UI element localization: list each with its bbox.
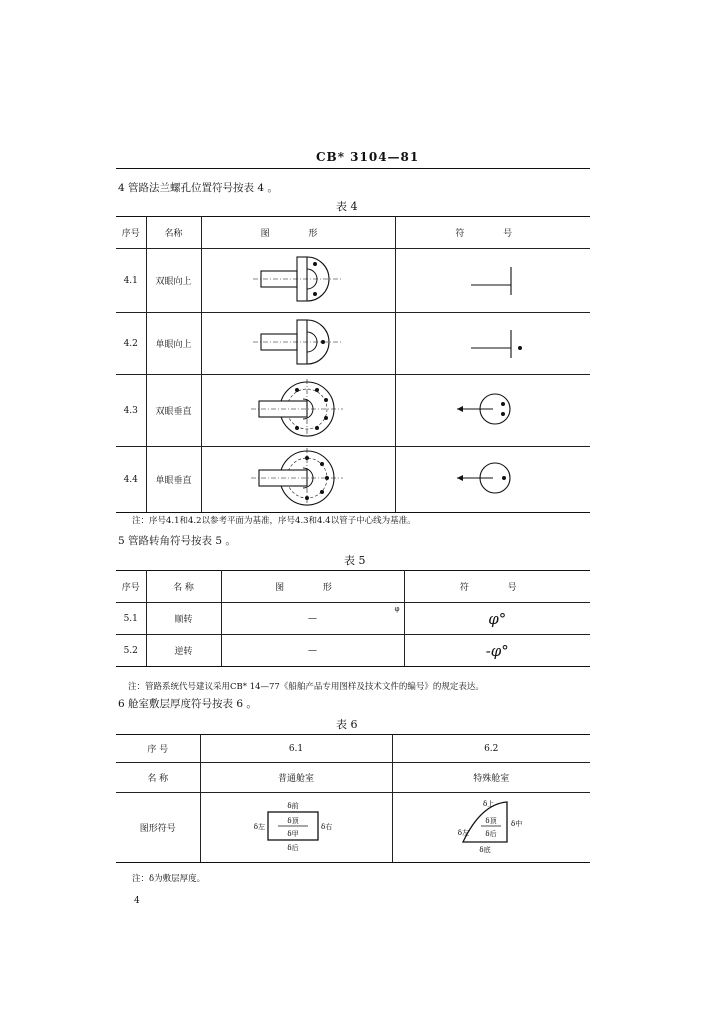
t6-name-b: 特殊舱室 — [392, 763, 590, 793]
t4-row-no: 4.3 — [116, 375, 146, 447]
t6-label-no: 序 号 — [116, 735, 200, 763]
sym1-left: δ左 — [253, 823, 265, 831]
t4-header-no: 序号 — [116, 217, 146, 249]
t5-header-no: 序号 — [116, 571, 146, 603]
t5-row-figure — [221, 603, 404, 635]
t4-row-symbol — [395, 375, 590, 447]
t5-header-symbol: 符 号 — [404, 571, 590, 603]
table-5-caption: 表 5 — [344, 554, 366, 567]
flange-figure-single-vertical — [243, 447, 353, 509]
section-5-text: 5 管路转角符号按表 5 。 — [118, 535, 236, 547]
t5-figure-angle-mark: φ — [394, 605, 400, 613]
sym2-inner-bottom: δ后 — [485, 830, 497, 838]
t6-label-symbol: 图形符号 — [116, 793, 200, 863]
sym1-bottom: δ后 — [287, 844, 299, 852]
sym1-right: δ右 — [321, 823, 333, 831]
t5-header-name: 名 称 — [146, 571, 221, 603]
section-6-text: 6 舱室敷层厚度符号按表 6 。 — [118, 698, 257, 710]
table-6-caption: 表 6 — [336, 718, 358, 731]
t5-row-name: 逆转 — [146, 635, 221, 667]
standard-number-header: CB* 3104—81 — [316, 150, 420, 164]
t4-header-name: 名称 — [146, 217, 201, 249]
page-number: 4 — [134, 896, 140, 906]
t6-no-a: 6.1 — [200, 735, 392, 763]
flange-figure-double-vertical — [243, 377, 353, 441]
t4-row-no: 4.4 — [116, 447, 146, 513]
flange-figure-double-up — [243, 251, 353, 307]
t4-row-figure — [201, 249, 395, 313]
t4-row-symbol — [395, 249, 590, 313]
sym2-left: δ左 — [458, 829, 470, 837]
table-6-note: 注：δ为敷层厚度。 — [132, 874, 206, 884]
table-4-note: 注：序号4.1和4.2以参考平面为基准，序号4.3和4.4以管子中心线为基准。 — [132, 516, 416, 526]
t6-name-a: 普通舱室 — [200, 763, 392, 793]
bolt-symbol-double-vertical — [453, 386, 533, 432]
t5-row-name: 顺转 — [146, 603, 221, 635]
t5-row-no: 5.2 — [116, 635, 146, 667]
t4-header-symbol: 符 号 — [395, 217, 590, 249]
sym2-top: δ上 — [483, 800, 495, 808]
sym2-right: δ中 — [511, 820, 523, 828]
flange-figure-single-up — [243, 314, 353, 370]
table-5 — [116, 570, 590, 667]
table-5-note: 注：管路系统代号建议采用CB* 14—77《船舶产品专用图样及技术文件的编号》的规定表达。 — [128, 682, 484, 692]
table-4 — [116, 216, 590, 513]
t4-row-figure — [201, 313, 395, 375]
t4-row-no: 4.2 — [116, 313, 146, 375]
t6-no-b: 6.2 — [392, 735, 590, 763]
sym1-top: δ前 — [287, 802, 299, 810]
t4-row-name: 单眼向上 — [146, 313, 201, 375]
sym2-bottom: δ底 — [479, 846, 491, 854]
t5-figure-text: — — [308, 613, 317, 624]
t4-row-name: 双眼向上 — [146, 249, 201, 313]
t5-row-no: 5.1 — [116, 603, 146, 635]
sym2-inner-top: δ顶 — [485, 817, 497, 825]
bolt-symbol-double-up — [453, 259, 533, 299]
t6-symbol-a — [200, 793, 392, 863]
t4-row-no: 4.1 — [116, 249, 146, 313]
bolt-symbol-single-vertical — [453, 456, 533, 500]
header-rule — [116, 168, 590, 169]
table-4-caption: 表 4 — [336, 200, 358, 213]
t5-row-figure: — — [221, 635, 404, 667]
ordinary-cabin-symbol — [236, 798, 356, 854]
t4-row-symbol — [395, 447, 590, 513]
sym1-inner-bottom: δ甲 — [287, 830, 299, 838]
t5-row-symbol: -φ° — [404, 635, 590, 667]
bolt-symbol-single-up — [453, 322, 533, 362]
special-cabin-symbol — [431, 796, 551, 856]
t4-row-figure — [201, 447, 395, 513]
t4-row-symbol — [395, 313, 590, 375]
t4-row-figure — [201, 375, 395, 447]
t6-label-name: 名 称 — [116, 763, 200, 793]
t4-row-name: 单眼垂直 — [146, 447, 201, 513]
sym1-inner-top: δ顶 — [287, 817, 299, 825]
section-4-text: 4 管路法兰螺孔位置符号按表 4 。 — [118, 182, 278, 194]
table-6 — [116, 734, 590, 863]
t5-header-figure: 图 形 — [221, 571, 404, 603]
t4-row-name: 双眼垂直 — [146, 375, 201, 447]
t6-symbol-b — [392, 793, 590, 863]
t5-row-symbol: φ° — [404, 603, 590, 635]
t4-header-figure: 图 形 — [201, 217, 395, 249]
